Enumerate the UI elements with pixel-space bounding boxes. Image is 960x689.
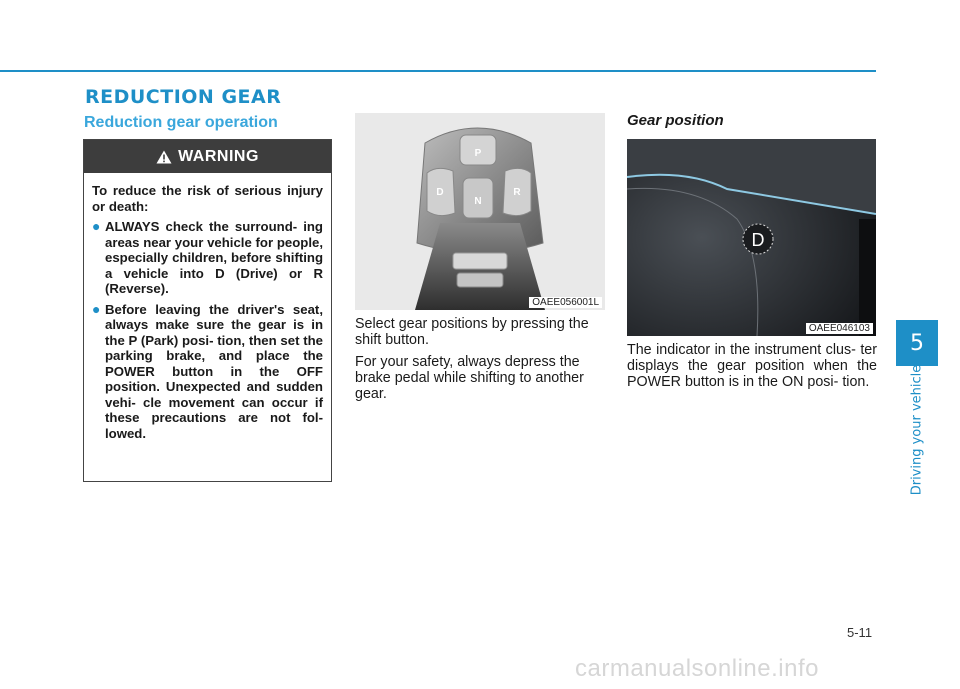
- shift-console-illustration: [355, 113, 605, 310]
- warning-item-text: Before leaving the driver's seat, always make sure the gear is in the P (Park) posi- tion, then set the parking brake, and place the POWER button in the OFF position. Unexpected and sudden vehi- cle movement can occur if these precautions are not fol- lowed.: [105, 301, 323, 441]
- shift-n-label: N: [474, 196, 482, 207]
- header-rule: [0, 70, 876, 72]
- instrument-cluster-illustration: [627, 139, 876, 336]
- watermark: carmanualsonline.info: [575, 655, 819, 682]
- paragraph: For your safety, always depress the brake pedal while shifting to another gear.: [355, 354, 584, 402]
- subsection-title: Reduction gear operation: [84, 114, 278, 131]
- warning-item: [92, 302, 323, 442]
- bullet-icon: ●: [92, 300, 101, 317]
- warning-item: [92, 219, 323, 297]
- warning-box: [83, 139, 332, 482]
- instrument-cluster-image: [627, 139, 876, 336]
- image-code: OAEE046103: [806, 323, 873, 334]
- shift-button-image: [355, 113, 605, 310]
- section-title: REDUCTION GEAR: [85, 86, 282, 108]
- gear-position-text: The indicator in the instrument clus- ter displays the gear position when the POWER button is in the ON posi- tion.: [627, 342, 877, 390]
- paragraph: Select gear positions by pressing the shift button.: [355, 316, 589, 348]
- shift-p-label: P: [474, 148, 482, 159]
- warning-list: [92, 219, 323, 441]
- warning-label: WARNING: [178, 147, 259, 165]
- warning-header: [84, 140, 331, 173]
- gear-indicator: D: [751, 230, 765, 250]
- warning-triangle-icon: [156, 150, 172, 164]
- bullet-icon: ●: [92, 218, 101, 234]
- shift-d-label: D: [436, 187, 444, 198]
- chapter-tab: 5: [896, 320, 938, 366]
- image-code: OAEE056001L: [529, 297, 602, 308]
- warning-body: [84, 173, 331, 441]
- shift-r-label: R: [513, 187, 521, 198]
- gear-position-title: Gear position: [627, 112, 724, 129]
- shift-instructions: [355, 316, 605, 408]
- warning-item-text: ALWAYS check the surround- ing areas near your vehicle for people, especially children, before shifting a vehicle into D (Drive) or R (Reverse).: [105, 219, 323, 296]
- chapter-label: Driving your vehicle: [909, 364, 925, 496]
- warning-intro: To reduce the risk of serious injury or death:: [92, 183, 323, 214]
- page-number: 5-11: [847, 625, 873, 640]
